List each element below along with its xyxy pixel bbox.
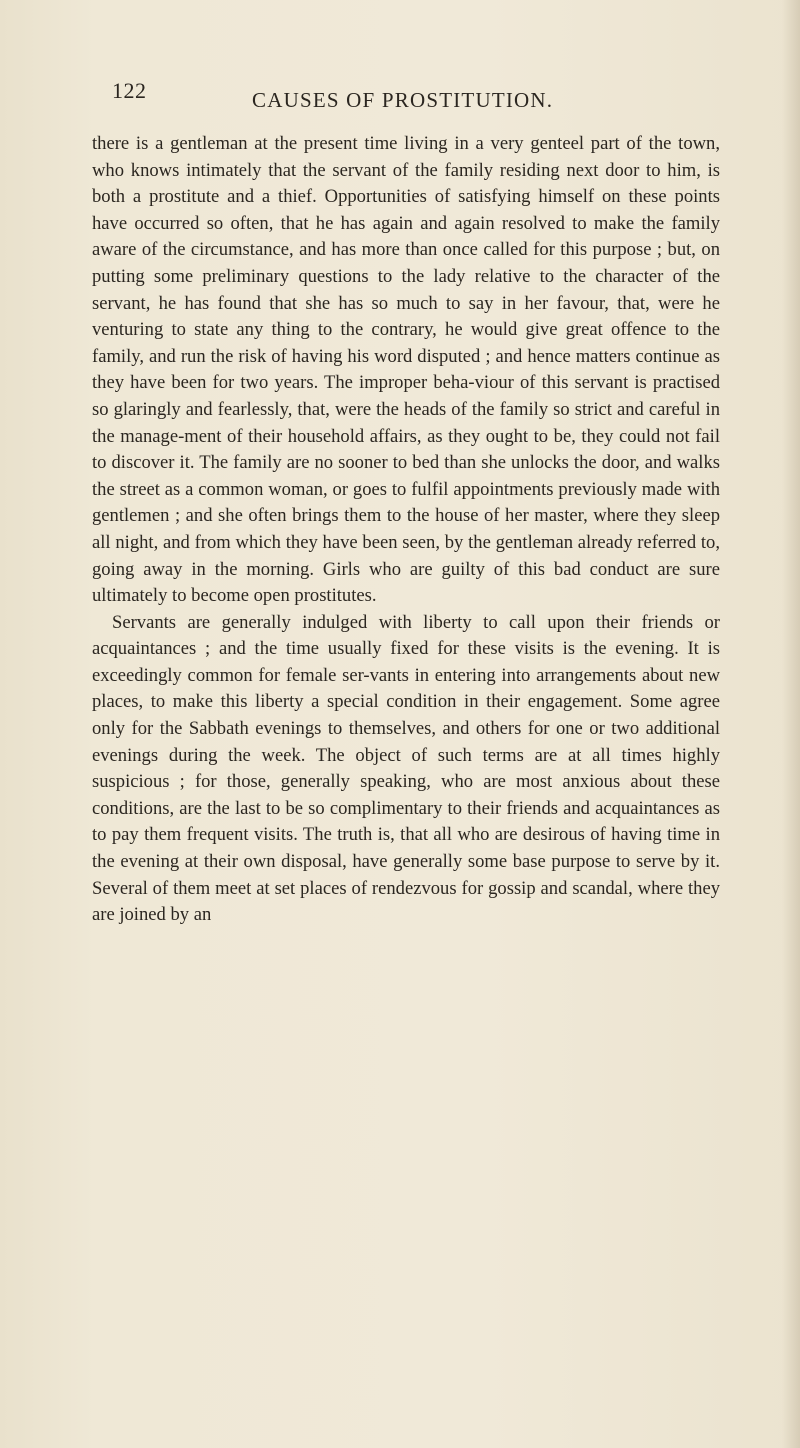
paragraph-continued: there is a gentleman at the present time living in a very genteel part of the town, who knows intimately that the servant of the family residing next door to him, is both a prostitute and a thief. Opportunities of satisfying himself on these points have occurred so often, that he has again and again resolved to make the family aware of the circumstance, and has more than once called for this purpose ; but, on putting some preliminary questions to the lady relative to the character of the servant, he has found that she has so much to say in her favour, that, were he venturing to state any thing to the contrary, he would give great offence to the family, and run the risk of having his word disputed ; and hence matters continue as they have been for two years. The improper beha-viour of this servant is practised so glaringly and fearlessly, that, were the heads of the family so strict and careful in the manage-ment of their household affairs, as they ought to be, they could not fail to discover it. The family are no sooner to bed than she unlocks the door, and walks the street as a common woman, or goes to fulfil appointments previously made with gentlemen ; and she often brings them to the house of her master, where they sleep all night, and from which they have been seen, by the gentleman already referred to, going away in the morning. Girls who are guilty of this bad conduct are sure ultimately to become open prostitutes. [92, 133, 720, 607]
paragraph-servants-liberty: Servants are generally indulged with liberty to call upon their friends or acquaintances ; and the time usually fixed for these visits is the evening. It is exceedingly common for female ser-vants in entering into arrangements about new places, to make this liberty a special condition in their engagement. Some agree only for the Sabbath evenings to themselves, and others for one or two additional evenings during the week. The object of such terms are at all times highly suspicious ; for those, generally speaking, who are most anxious about these conditions, are the last to be so complimentary to their friends and acquaintances as to pay them frequent visits. The truth is, that all who are desirous of having time in the evening at their own disposal, have generally some base purpose to serve by it. Several of them meet at set places of rendezvous for gossip and scandal, where they are joined by an [92, 611, 720, 926]
page-header [82, 78, 722, 118]
body-text [92, 131, 720, 929]
page-edge-shadow [782, 0, 800, 1448]
running-head: CAUSES OF PROSTITUTION. [252, 88, 554, 112]
page-number: 122 [112, 78, 147, 103]
